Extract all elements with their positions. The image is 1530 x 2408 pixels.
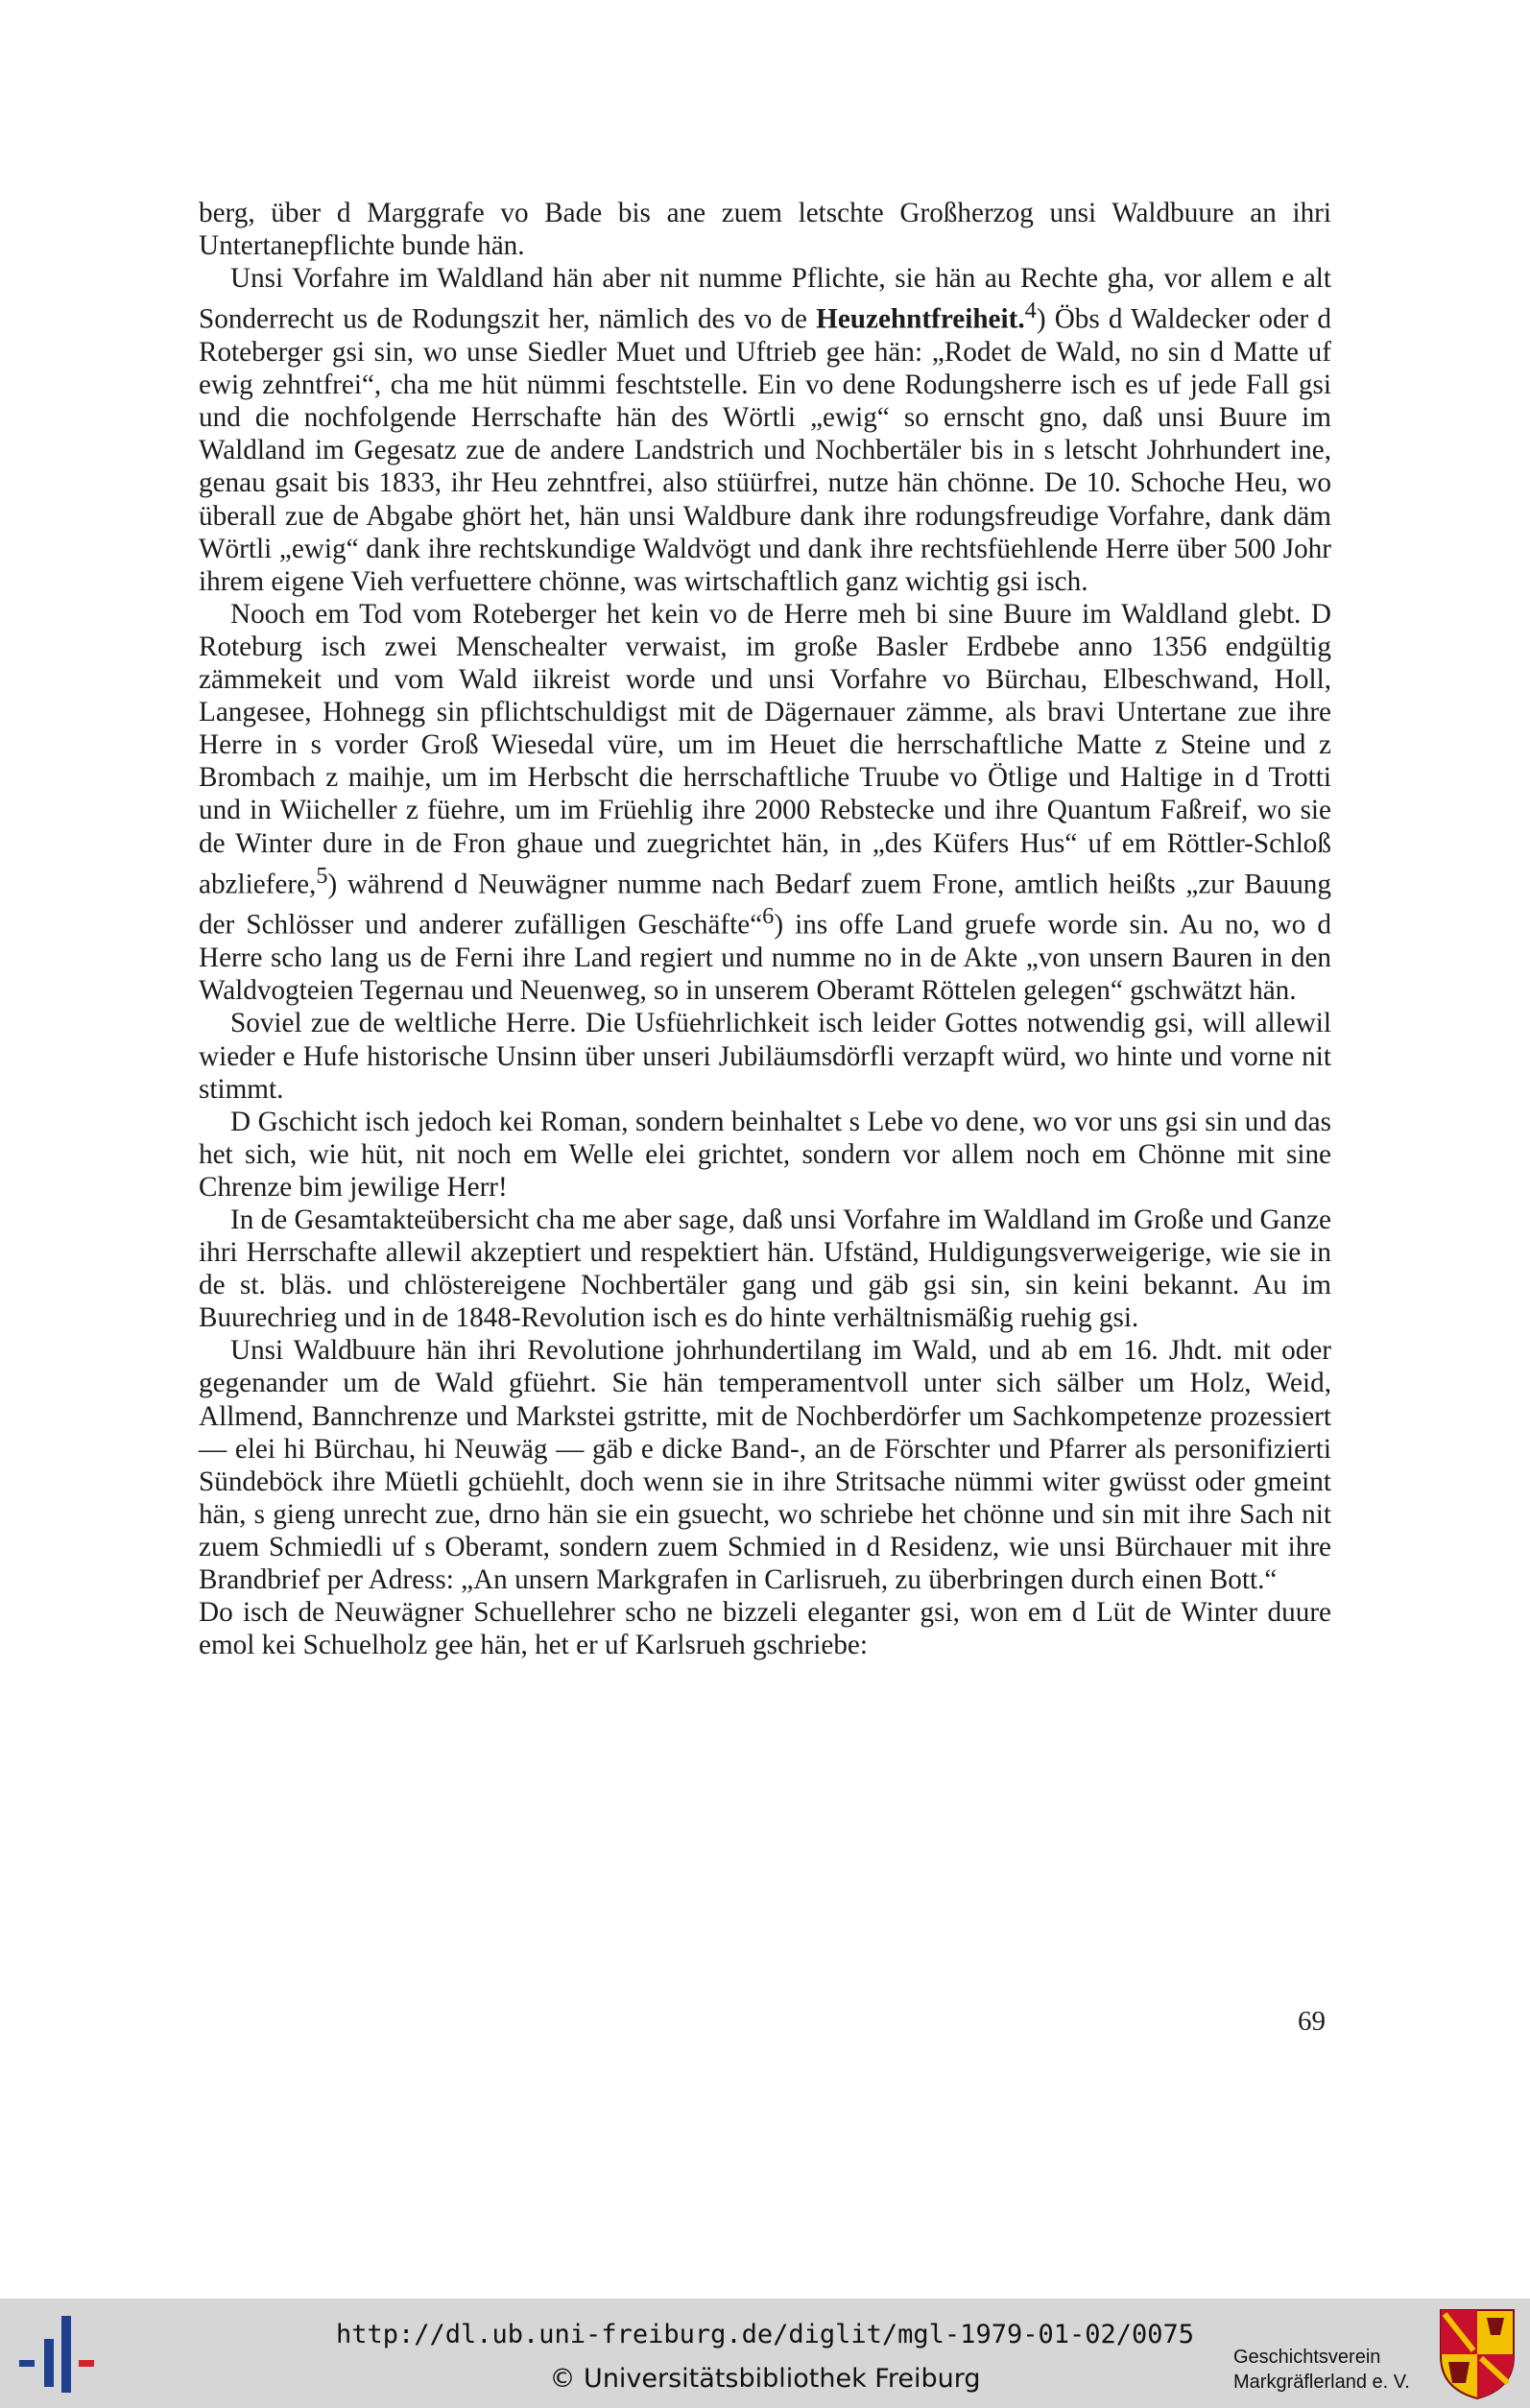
footer-bar (0, 2299, 1530, 2408)
page-text (199, 197, 1331, 1661)
page-number: 69 (1298, 2006, 1326, 2037)
coat-of-arms-icon (1437, 2306, 1518, 2400)
paragraph-4: Soviel zue de weltliche Herre. Die Usfüehrlichkeit isch leider Gottes notwendig gsi, will allewil wieder e Hufe historische Unsinn über unseri Jubiläumsdörfli verzapft würd, wo hinte und vorne nit stimmt. (199, 1008, 1331, 1105)
footnote-ref: 6 (762, 903, 775, 930)
paragraph-6: In de Gesamtakteübersicht cha me aber sage, daß unsi Vorfahre im Waldland im Große und Ganze ihri Herrschafte allewil akzeptiert und respektiert hän. Ufständ, Huldigungsverweigerige, wie sie in de st. bläs. und chlöstereigene Nochbertäler gang und gäb gsi sin, sin keini bekannt. Au im Buurechrieg und in de 1848-Revolution isch es do hinte verhältnismäßig ruehig gsi. (199, 1204, 1331, 1334)
footnote-ref: 4 (1024, 298, 1037, 324)
society-name: Geschichtsverein Markgräflerland e. V. (1233, 2347, 1410, 2393)
paragraph-1: berg, über d Marggrafe vo Bade bis ane zuem letschte Großherzog unsi Waldbuure an ihri Untertanepflichte bunde hän. (199, 198, 1331, 262)
copyright-text: © Universitätsbibliothek Freiburg (549, 2364, 981, 2394)
footnote-ref: 5 (316, 862, 328, 889)
paragraph-8: Do isch de Neuwägner Schuellehrer scho ne bizzeli eleganter gsi, won em d Lüt de Winter duure emol kei Schuelholz gee hän, het er uf Karlsrueh gschriebe: (199, 1597, 1331, 1661)
bold-term: Heuzehntfreiheit. (816, 304, 1025, 336)
paragraph-3: Nooch em Tod vom Roteberger het kein vo de Herre meh bi sine Buure im Waldland glebt. D Roteburg isch zwei Menschealter verwaist, im große Basler Erdbebe anno 1356 endgültig zämmekeit und vom Wald iikreist worde und unsi Vorfahre vo Bürchau, Elbeschwand, Holl, Langesee, Hohnegg sin pflichtschuldigst mit de Dägernauer zämme, als bravi Untertane zue ihre Herre in s vorder Groß Wiesedal vüre, um im Heuet die herrschaftliche Matte z Steine und z Brombach z maihje, um im Herbscht die herrschaftliche Truube vo Ötlige und Haltige in d Trotti und in Wiicheller z füehre, um im Früehlig ihre 2000 Rebstecke und ihre Quantum Faßreif, wo sie de Winter dure in de Fron ghaue und zuegrichtet hän, in „des Küfers Hus“ uf em Röttler-Schloß abzliefere,$^5$) während d Neuwägner numme nach Bedarf zuem Frone, amtlich heißts „zur Bauung der Schlösser und anderer zufälligen Geschäfte“$^6$) ins offe Land gruefe worde sin. Au no, wo d Herre scho lang us de Ferni ihre Land regiert und numme no in de Akte „von unsern Bauren in den Waldvogteien Tegernau und Neuenweg, so in unserem Oberamt Röttelen gelegen“ gschwätzt hän. (199, 598, 1331, 1007)
source-url-link[interactable]: http://dl.ub.uni-freiburg.de/diglit/mgl-1979-01-02/0075 (335, 2320, 1195, 2349)
paragraph-2: Unsi Vorfahre im Waldland hän aber nit numme Pflichte, sie hän au Rechte gha, vor allem e alt Sonderrecht us de Rodungszit her, nämlich des vo de Heuzehntfreiheit.$^4$) Öbs d Waldecker oder d Roteberger gsi sin, wo unse Siedler Muet und Uftrieb gee hän: „Rodet de Wald, no sin d Matte uf ewig zehntfrei“, cha me hüt nümmi feschtstelle. Ein vo dene Rodungsherre isch es uf jede Fall gsi und die nochfolgende Herrschafte hän des Wörtli „ewig“ so ernscht gno, daß unsi Buure im Waldland im Gegesatz zue de andere Landstrich und Nochbertäler bis in s letscht Johrhundert ine, genau gsait bis 1833, ihr Heu zehntfrei, also stüürfrei, nutze hän chönne. De 10. Schoche Heu, wo überall zue de Abgabe ghört het, hän unsi Waldbure dank ihre rodungsfreudige Vorfahre, dank däm Wörtli „ewig“ dank ihre rechtskundige Waldvögt und dank ihre rechtsfüehlende Herre über 500 Johr ihrem eigene Vieh verfuettere chönne, was wirtschaftlich ganz wichtig gsi isch. (199, 263, 1331, 597)
paragraph-5: D Gschicht isch jedoch kei Roman, sondern beinhaltet s Lebe vo dene, wo vor uns gsi sin und das het sich, wie hüt, nit noch em Welle elei grichtet, sondern vor allem noch em Chönne mit sine Chrenze bim jewilige Herr! (199, 1106, 1331, 1203)
paragraph-7: Unsi Waldbuure hän ihri Revolutione johrhundertilang im Wald, und ab em 16. Jhdt. mit oder gegenander um de Wald gfüehrt. Sie hän temperamentvoll unter sich sälber um Holz, Weid, Allmend, Bannchrenze und Markstei gstritte, mit de Nochberdörfer um Sachkompetenze prozessiert — elei hi Bürchau, hi Neuwäg — gäb e dicke Band-, an de Förschter und Pfarrer als personifizierti Sündeböck ihre Müetli gchüehlt, doch wenn sie in ihre Stritsache nümmi witer gwüsst oder gmeint hän, s gieng unrecht zue, drno hän sie ein gsuecht, wo schriebe het chönne und sin mit ihre Sach nit zuem Schmiedli uf s Oberamt, sondern zuem Schmied in d Residenz, wie unsi Bürchauer mit ihre Brandbrief per Adress: „An unsern Markgrafen in Carlisrueh, zu überbringen durch einen Bott.“ (199, 1335, 1331, 1596)
